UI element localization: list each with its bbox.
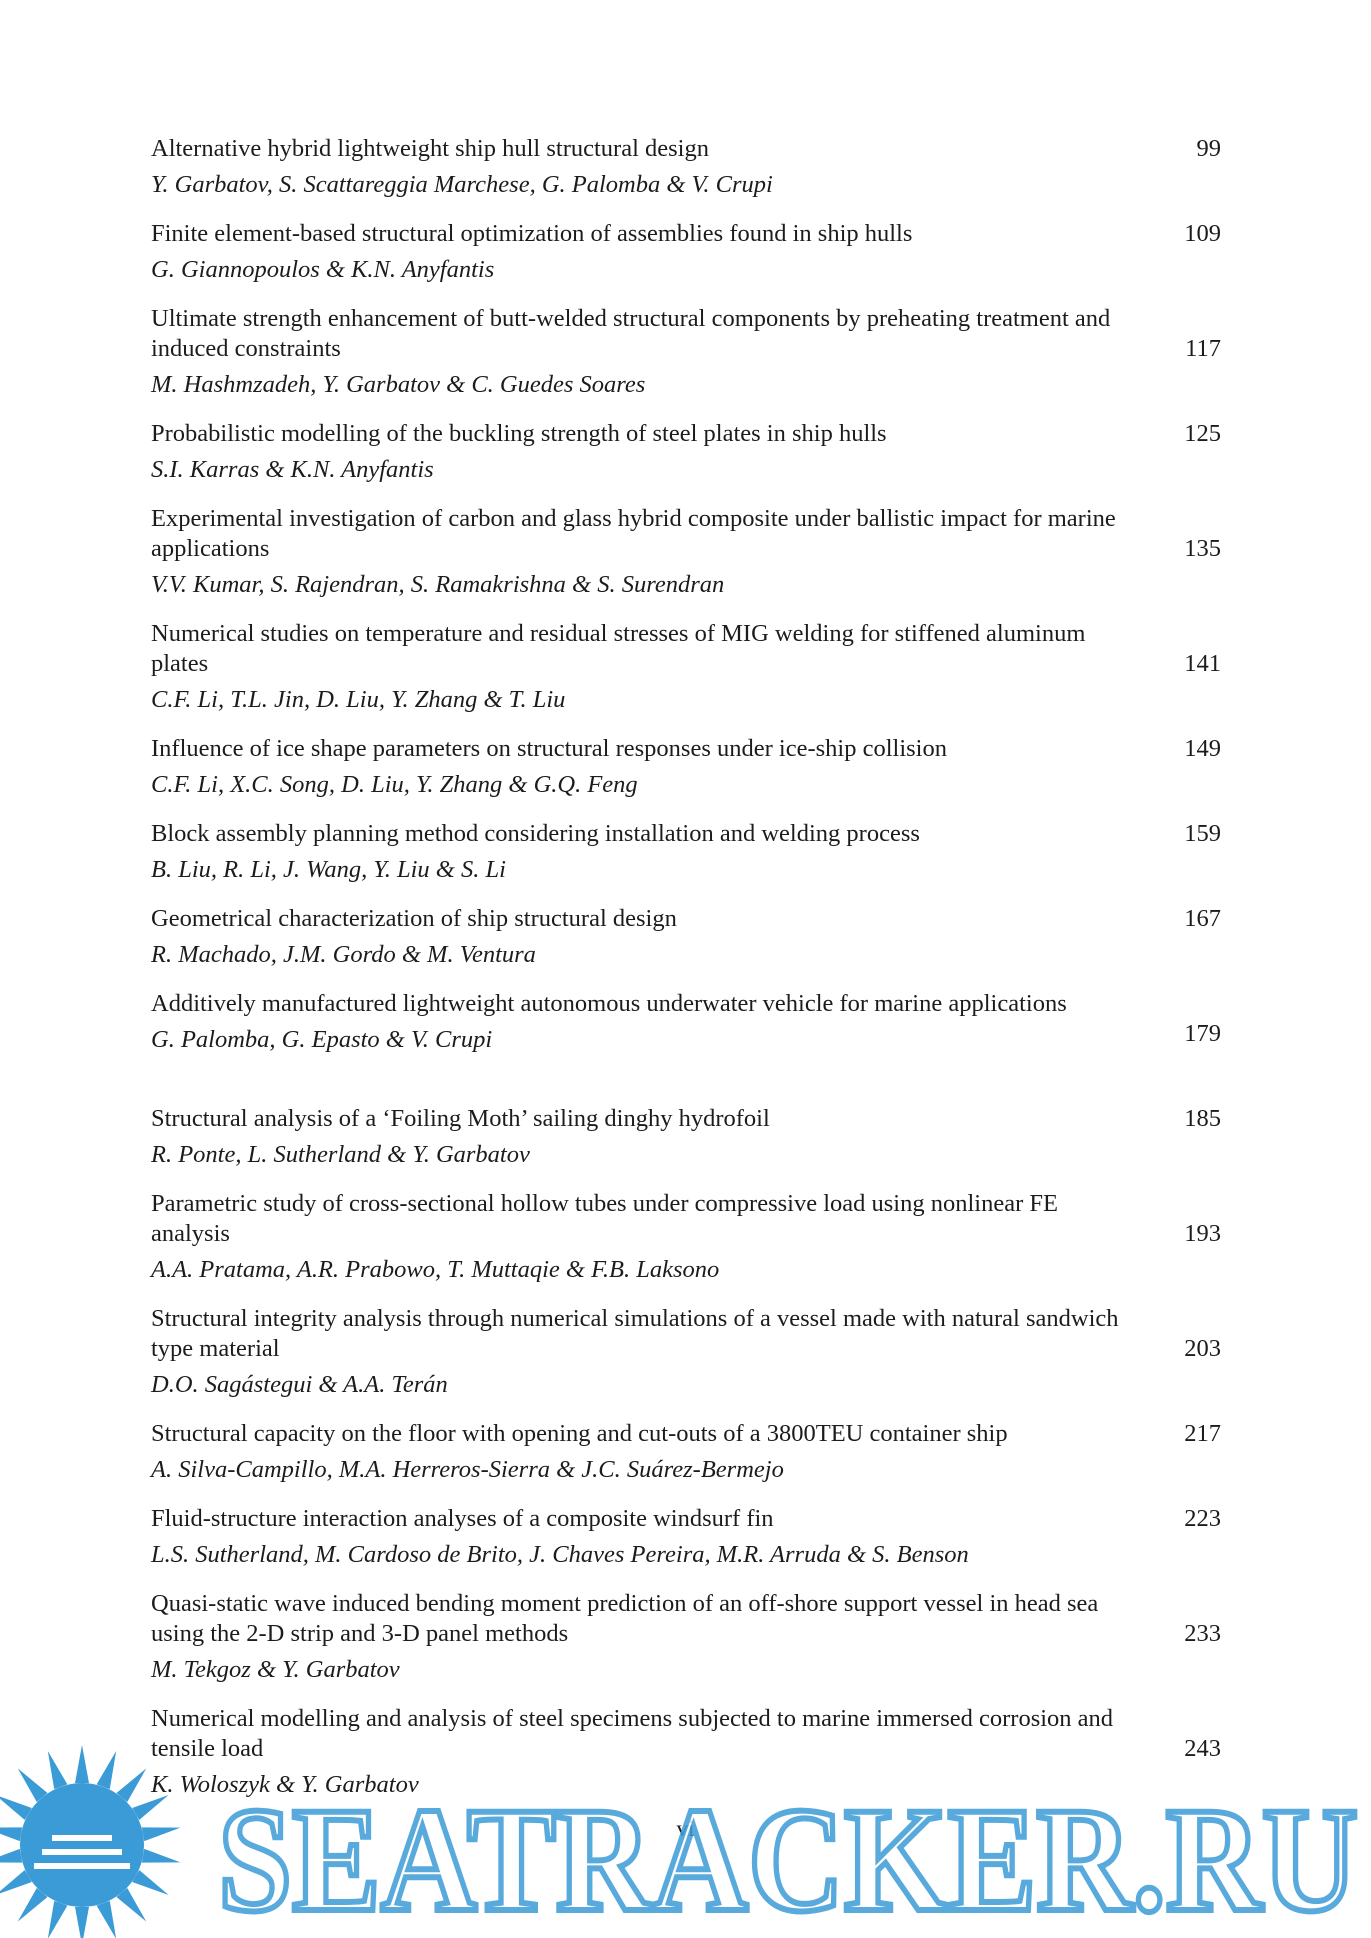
toc-entry[interactable] [151,1104,1221,1189]
entry-title[interactable]: Ultimate strength enhancement of butt-welded structural components by preheating treatment and induced constraints [151,305,1111,362]
entry-page-number: 159 [1184,820,1221,847]
entry-authors: D.O. Sagástegui & A.A. Terán [151,1371,448,1398]
entry-title[interactable]: Probabilistic modelling of the buckling strength of steel plates in ship hulls [151,420,887,447]
entry-page-number: 223 [1184,1505,1221,1532]
toc-entry[interactable] [151,419,1221,504]
toc-entry[interactable] [151,1189,1221,1304]
entry-page-number: 217 [1184,1420,1221,1447]
entry-page-number: 125 [1184,420,1221,447]
entry-page-number: 109 [1184,220,1221,247]
entry-title[interactable]: Fluid-structure interaction analyses of a composite windsurf fin [151,1505,774,1532]
entry-page-number: 193 [1184,1220,1221,1247]
toc-entry[interactable] [151,1304,1221,1419]
toc-entry[interactable] [151,304,1221,419]
entry-title[interactable]: Additively manufactured lightweight autonomous underwater vehicle for marine applications [151,990,1067,1017]
entry-page-number: 99 [1196,135,1221,162]
entry-title[interactable]: Finite element-based structural optimization of assemblies found in ship hulls [151,220,913,247]
watermark [0,1740,1371,1938]
toc-entry[interactable] [151,1589,1221,1704]
toc-entry[interactable] [151,904,1221,989]
entry-authors: V.V. Kumar, S. Rajendran, S. Ramakrishna & S. Surendran [151,571,725,598]
entry-authors: G. Giannopoulos & K.N. Anyfantis [151,256,495,283]
entry-page-number: 233 [1184,1620,1221,1647]
entry-title[interactable]: Experimental investigation of carbon and glass hybrid composite under ballistic impact for marine applications [151,505,1116,562]
toc-entry[interactable] [151,619,1221,734]
entry-authors: C.F. Li, T.L. Jin, D. Liu, Y. Zhang & T. Liu [151,686,566,713]
entry-title[interactable]: Alternative hybrid lightweight ship hull structural design [151,135,709,162]
toc-entry[interactable] [151,134,1221,219]
entry-page-number: 141 [1184,650,1221,677]
entry-title[interactable]: Numerical studies on temperature and residual stresses of MIG welding for stiffened aluminum plates [151,620,1086,677]
entry-page-number: 185 [1184,1105,1221,1132]
sun-icon [0,1745,182,1938]
entry-authors: M. Hashmzadeh, Y. Garbatov & C. Guedes Soares [151,371,646,398]
entry-title[interactable]: Quasi-static wave induced bending moment prediction of an off-shore support vessel in head sea using the 2-D strip and 3-D panel methods [151,1590,1099,1647]
toc-entry[interactable] [151,989,1221,1104]
page-number: vi [676,1816,695,1841]
entry-authors: M. Tekgoz & Y. Garbatov [151,1656,400,1683]
entry-title[interactable]: Geometrical characterization of ship structural design [151,905,677,932]
entry-authors: L.S. Sutherland, M. Cardoso de Brito, J. Chaves Pereira, M.R. Arruda & S. Benson [151,1541,969,1568]
entry-title[interactable]: Structural analysis of a ‘Foiling Moth’ sailing dinghy hydrofoil [151,1105,770,1132]
entry-title[interactable]: Influence of ice shape parameters on structural responses under ice-ship collision [151,735,947,762]
entry-title[interactable]: Parametric study of cross-sectional hollow tubes under compressive load using nonlinear FE analysis [151,1190,1058,1247]
entry-page-number: 203 [1184,1335,1221,1362]
entry-page-number: 167 [1184,905,1221,932]
entry-authors: G. Palomba, G. Epasto & V. Crupi [151,1026,493,1053]
entry-authors: S.I. Karras & K.N. Anyfantis [151,456,434,483]
entry-authors: B. Liu, R. Li, J. Wang, Y. Liu & S. Li [151,856,506,883]
entry-authors: K. Woloszyk & Y. Garbatov [151,1771,419,1798]
entry-title[interactable]: Structural capacity on the floor with opening and cut-outs of a 3800TEU container ship [151,1420,1008,1447]
entry-authors: R. Machado, J.M. Gordo & M. Ventura [151,941,536,968]
entry-page-number: 243 [1184,1735,1221,1762]
entry-page-number: 179 [1184,1020,1221,1047]
table-of-contents [151,134,1221,1819]
entry-authors: A.A. Pratama, A.R. Prabowo, T. Muttaqie & F.B. Laksono [151,1256,720,1283]
entry-authors: A. Silva-Campillo, M.A. Herreros-Sierra & J.C. Suárez-Bermejo [151,1456,784,1483]
entry-page-number: 135 [1184,535,1221,562]
entry-title[interactable]: Numerical modelling and analysis of steel specimens subjected to marine immersed corrosion and tensile load [151,1705,1114,1762]
toc-entry[interactable] [151,1504,1221,1589]
toc-entry[interactable] [151,1419,1221,1504]
toc-entry[interactable] [151,219,1221,304]
entry-authors: C.F. Li, X.C. Song, D. Liu, Y. Zhang & G.Q. Feng [151,771,638,798]
toc-entry[interactable] [151,819,1221,904]
entry-title[interactable]: Structural integrity analysis through numerical simulations of a vessel made with natural sandwich type material [151,1305,1119,1362]
toc-entry[interactable] [151,734,1221,819]
toc-entry[interactable] [151,504,1221,619]
entry-authors: R. Ponte, L. Sutherland & Y. Garbatov [151,1141,530,1168]
watermark-text: SEATRACKER.RU [218,1777,1358,1938]
entry-page-number: 117 [1185,335,1221,362]
entry-page-number: 149 [1184,735,1221,762]
entry-title[interactable]: Block assembly planning method considering installation and welding process [151,820,920,847]
entry-authors: Y. Garbatov, S. Scattareggia Marchese, G. Palomba & V. Crupi [151,171,773,198]
